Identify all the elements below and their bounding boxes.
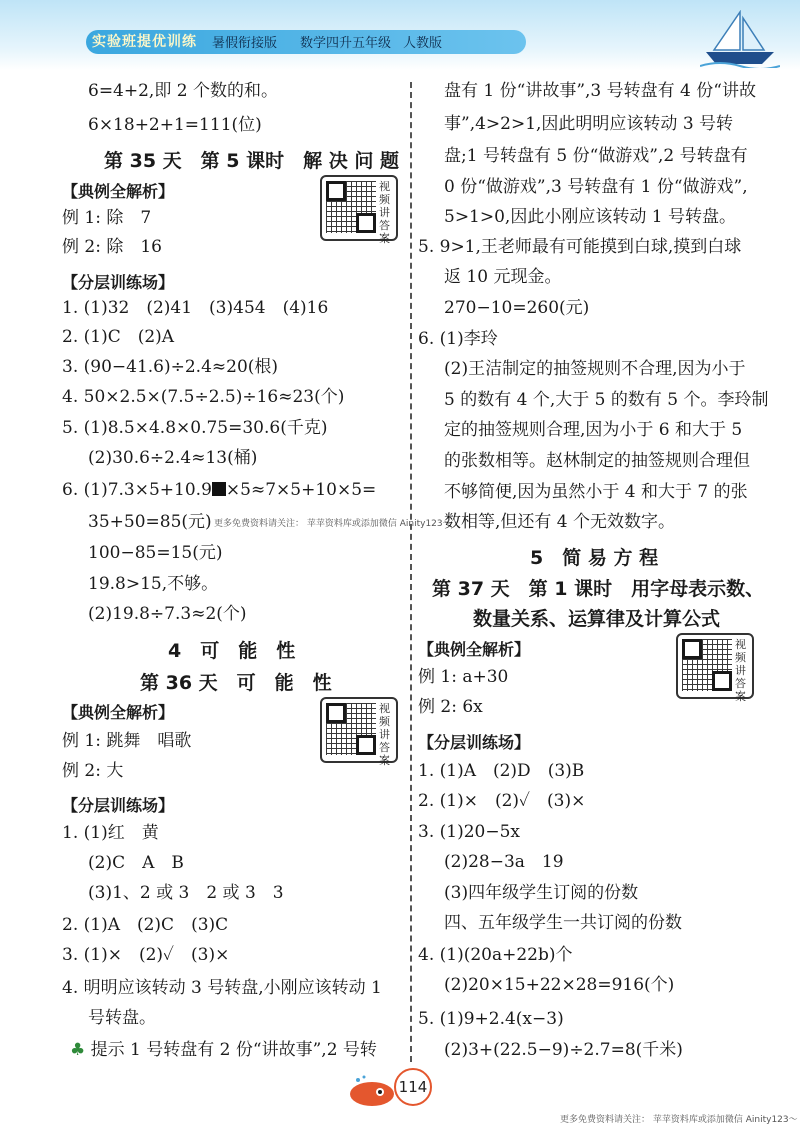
text-line: 盘;1 号转盘有 5 份“做游戏”,2 号转盘有 <box>444 146 748 166</box>
example-1b: 例 1: 跳舞 唱歌 <box>62 731 192 751</box>
text-line: 返 10 元现金。 <box>444 267 562 287</box>
lesson-title-day37: 第 37 天 第 1 课时 用字母表示数、 <box>432 578 765 600</box>
answer-s4b: (2)20×15+22×28=916(个) <box>444 975 675 995</box>
qr-code-icon <box>326 181 376 233</box>
section-heading-examples-3: 【典例全解析】 <box>418 640 531 659</box>
text-line: 不够简便,因为虽然小于 4 和大于 7 的张 <box>444 482 748 502</box>
qr-code-video[interactable] <box>676 633 754 703</box>
answer-q4b: 号转盘。 <box>88 1008 156 1028</box>
answer-q1c: (3)1、2 或 3 2 或 3 3 <box>88 883 284 903</box>
text-line: 6=4+2,即 2 个数的和。 <box>88 81 278 101</box>
text-line: 数相等,但还有 4 个无效数字。 <box>444 512 676 532</box>
text-line: 270−10=260(元) <box>444 298 590 318</box>
unit-title-4: 4 可 能 性 <box>168 640 296 662</box>
qr-code-video[interactable] <box>320 697 398 767</box>
answer-6b: 35+50=85(元) <box>88 512 212 532</box>
page-header <box>0 0 800 70</box>
qr-label: 视频讲答案 <box>379 180 390 245</box>
answer-q1b: (2)C A B <box>88 853 184 873</box>
answer-6d: 19.8>15,不够。 <box>88 574 219 594</box>
answer-5a: 5. (1)8.5×4.8×0.75=30.6(千克) <box>62 418 328 438</box>
section-heading-practice-2: 【分层训练场】 <box>62 796 175 815</box>
lesson-title-day36: 第 36 天 可 能 性 <box>140 672 332 694</box>
answer-s1: 1. (1)A (2)D (3)B <box>418 761 585 781</box>
submarine-fish-icon <box>346 1074 398 1108</box>
text-line: 的张数相等。赵林制定的抽签规则合理但 <box>444 451 750 471</box>
black-square-icon <box>212 482 226 496</box>
hint-leaf-icon: ♣ <box>70 1040 86 1060</box>
answer-q2: 2. (1)A (2)C (3)C <box>62 915 229 935</box>
answer-s5b: (2)3+(22.5−9)÷2.7=8(千米) <box>444 1040 683 1060</box>
answer-s5a: 5. (1)9+2.4(x−3) <box>418 1009 564 1029</box>
hint-line <box>70 1039 377 1061</box>
answer-3: 3. (90−41.6)÷2.4≈20(根) <box>62 357 279 377</box>
answer-q4a: 4. 明明应该转动 3 号转盘,小刚应该转动 1 <box>62 978 382 998</box>
lesson-subtitle-day37: 数量关系、运算律及计算公式 <box>473 608 721 630</box>
hint-text: 提示 1 号转盘有 2 份“讲故事”,2 号转 <box>90 1040 377 1060</box>
answer-1: 1. (1)32 (2)41 (3)454 (4)16 <box>62 298 329 318</box>
answer-6c: 100−85=15(元) <box>88 543 223 563</box>
book-series: 暑假衔接版 <box>212 36 278 51</box>
qr-label: 视频讲答案 <box>735 638 746 703</box>
answer-4: 4. 50×2.5×(7.5÷2.5)÷16≈23(个) <box>62 387 345 407</box>
answer-6a-part1: 6. (1)7.3×5+10.9 <box>62 480 212 500</box>
qr-code-icon <box>682 639 732 691</box>
answer-s3a: 3. (1)20−5x <box>418 822 520 842</box>
answer-q3: 3. (1)× (2)✓ (3)× <box>62 945 230 965</box>
answer-s2: 2. (1)× (2)✓ (3)× <box>418 791 586 811</box>
example-2b: 例 2: 大 <box>62 761 124 781</box>
answer-2: 2. (1)C (2)A <box>62 327 175 347</box>
example-2: 例 2: 除 16 <box>62 237 162 257</box>
text-line: (2)王洁制定的抽签规则不合理,因为小于 <box>444 359 746 379</box>
example-1c: 例 1: a+30 <box>418 667 509 687</box>
answer-s4a: 4. (1)(20a+22b)个 <box>418 945 573 965</box>
section-heading-practice-3: 【分层训练场】 <box>418 733 531 752</box>
qr-code-video[interactable] <box>320 175 398 245</box>
book-grade: 数学四升五年级 <box>300 36 392 51</box>
answer-6a-part2: ×5≈7×5+10×5= <box>225 480 377 500</box>
text-line: 0 份“做游戏”,3 号转盘有 1 份“做游戏”, <box>444 177 748 197</box>
answer-s3b: (2)28−3a 19 <box>444 852 564 872</box>
section-heading-examples-2: 【典例全解析】 <box>62 703 175 722</box>
lesson-title-day35: 第 35 天 第 5 课时 解 决 问 题 <box>104 150 399 172</box>
answer-q1a: 1. (1)红 黄 <box>62 823 159 843</box>
answer-r5: 5. 9>1,王老师最有可能摸到白球,摸到白球 <box>418 237 742 257</box>
text-line: 5>1>0,因此小刚应该转动 1 号转盘。 <box>444 207 736 227</box>
text-line: 盘有 1 份“讲故事”,3 号转盘有 4 份“讲故 <box>444 81 756 101</box>
text-line: 事”,4>2>1,因此明明应该转动 3 号转 <box>444 114 734 134</box>
qr-code-icon <box>326 703 376 755</box>
section-heading-practice: 【分层训练场】 <box>62 273 175 292</box>
book-brand: 实验班提优训练 <box>92 34 197 50</box>
answer-6a <box>62 479 376 501</box>
watermark-text: 更多免费资料请关注： 苹苹资料库或添加微信 Ainity123～ <box>214 519 452 529</box>
answer-s3d: 四、五年级学生一共订阅的份数 <box>444 913 682 933</box>
column-divider <box>410 82 412 1062</box>
answer-5b: (2)30.6÷2.4≈13(桶) <box>88 448 258 468</box>
text-line: 6×18+2+1=111(位) <box>88 115 262 135</box>
qr-label: 视频讲答案 <box>379 702 390 767</box>
text-line: 定的抽签规则合理,因为小于 6 和大于 5 <box>444 420 743 440</box>
answer-r6: 6. (1)李玲 <box>418 329 498 349</box>
example-1: 例 1: 除 7 <box>62 208 152 228</box>
sailboat-icon <box>700 10 780 68</box>
book-edition: 人教版 <box>403 36 443 51</box>
text-line: 5 的数有 4 个,大于 5 的数有 5 个。李玲制 <box>444 390 769 410</box>
answer-s3c: (3)四年级学生订阅的份数 <box>444 883 639 903</box>
answer-6e: (2)19.8÷7.3≈2(个) <box>88 604 247 624</box>
unit-title-5: 5 简 易 方 程 <box>530 547 659 569</box>
watermark-text: 更多免费资料请关注： 苹苹资料库或添加微信 Ainity123～ <box>560 1115 798 1125</box>
section-heading-examples: 【典例全解析】 <box>62 182 175 201</box>
page-number: 114 <box>394 1068 432 1106</box>
example-2c: 例 2: 6x <box>418 697 483 717</box>
